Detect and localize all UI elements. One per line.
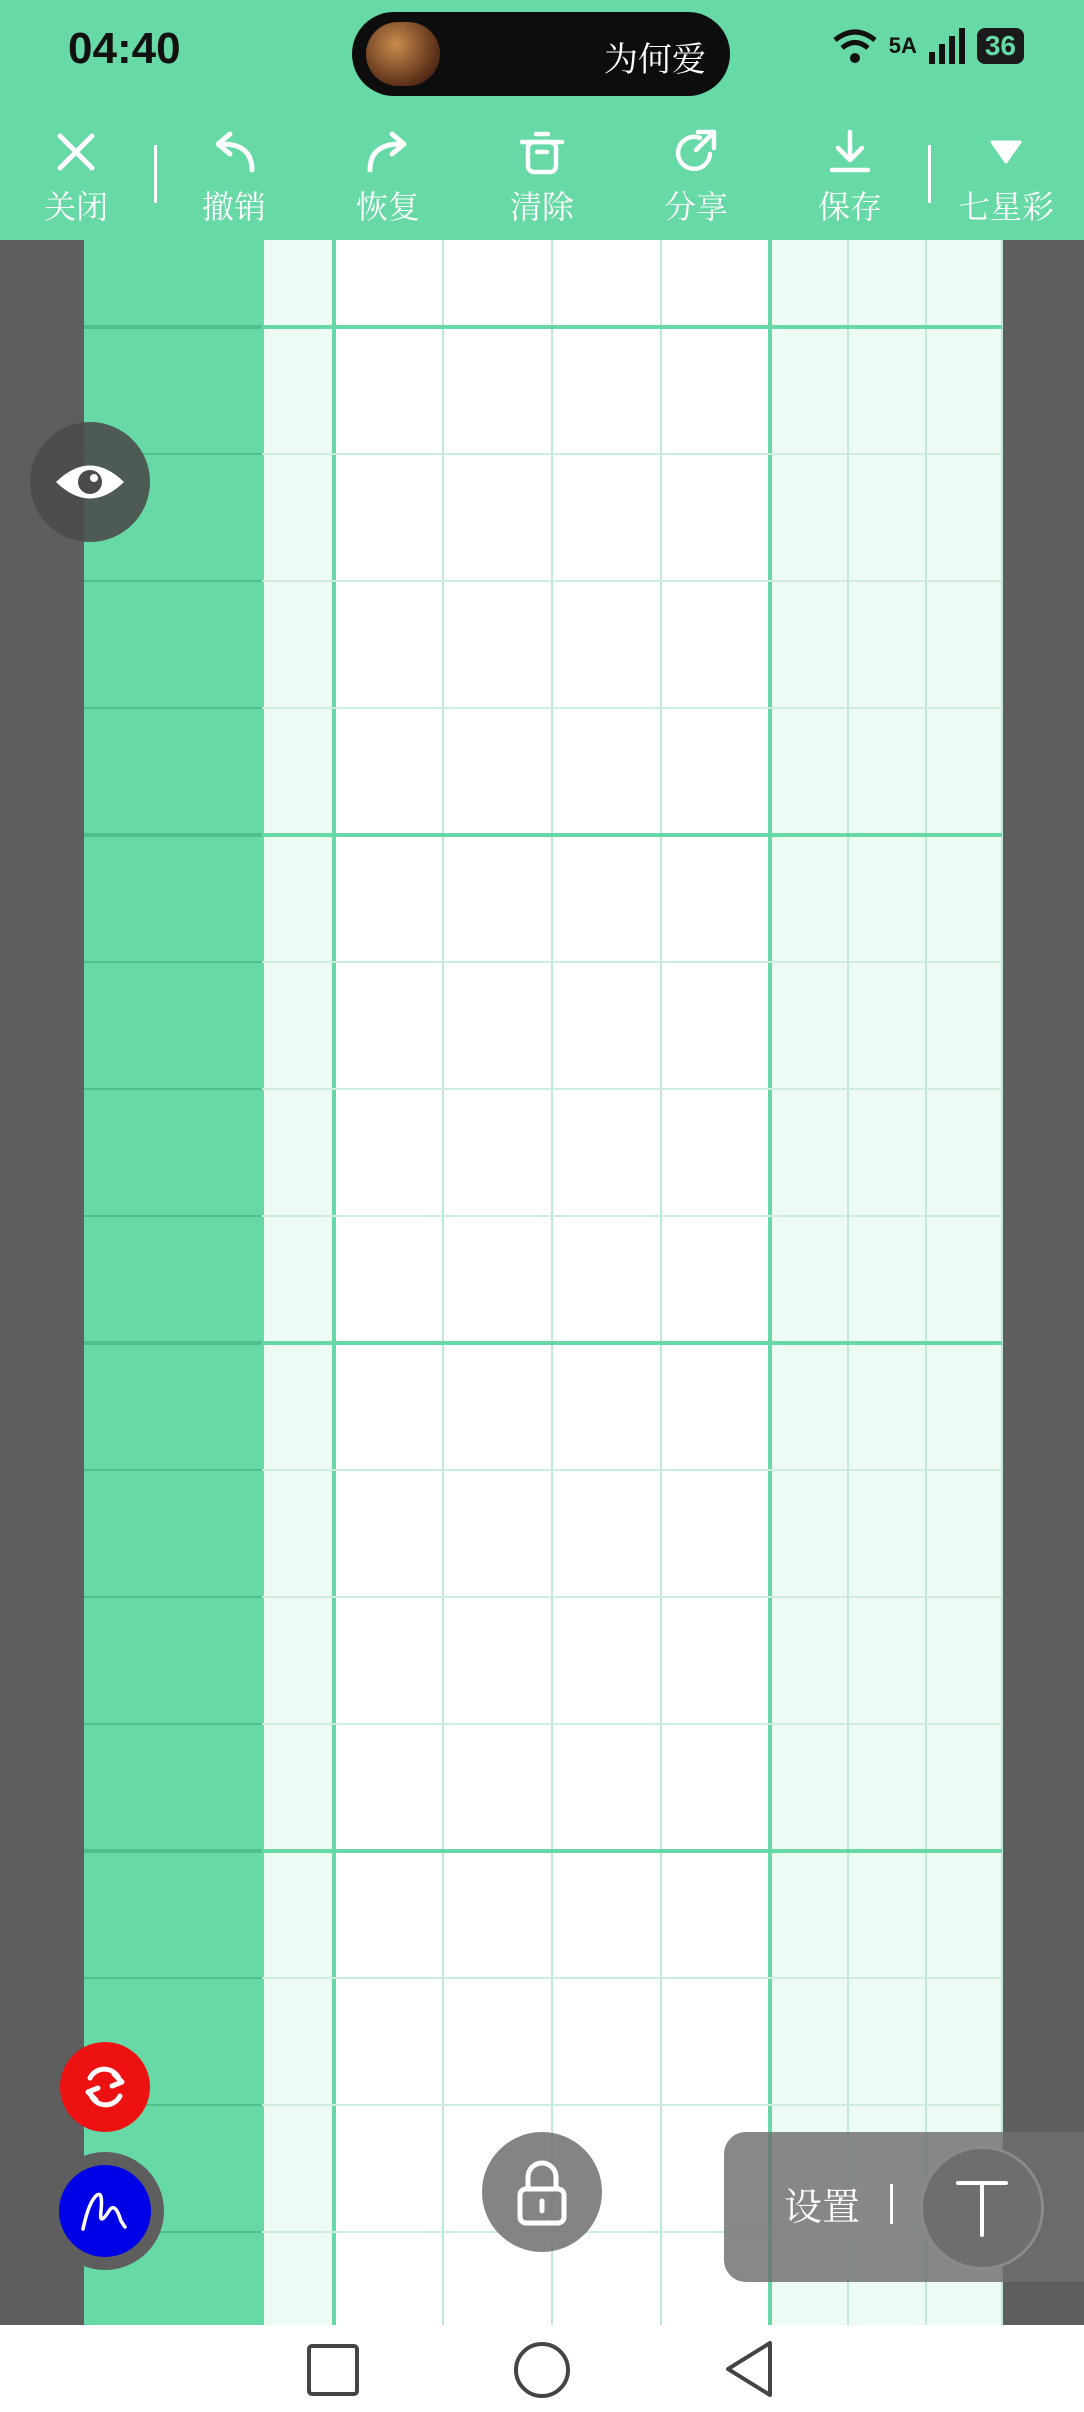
extra-bg [770, 240, 1002, 2325]
toolbar [0, 110, 1084, 240]
lottery-type-dropdown[interactable]: 七星彩 [946, 120, 1066, 235]
divider [928, 145, 931, 203]
redo-button[interactable]: 恢复 [328, 120, 448, 235]
album-thumbnail [366, 22, 440, 86]
network-label: 5A [888, 33, 917, 58]
recent-apps-square-icon[interactable] [306, 2343, 360, 2397]
text-tool-icon [952, 2177, 1012, 2239]
refresh-button[interactable] [60, 2042, 150, 2132]
close-icon [50, 126, 102, 178]
trend-chart-area[interactable] [0, 240, 1084, 2325]
clear-button[interactable]: 清除 [482, 120, 602, 235]
status-bar [0, 0, 1084, 110]
pen-icon [75, 2181, 135, 2241]
eye-icon [52, 457, 128, 507]
save-button[interactable]: 保存 [790, 120, 910, 235]
undo-button[interactable]: 撤销 [174, 120, 294, 235]
close-button[interactable]: 关闭 [16, 120, 136, 235]
battery-indicator: 36 [977, 28, 1024, 64]
home-circle-icon[interactable] [513, 2341, 571, 2399]
sum-column-bg [262, 240, 334, 2325]
share-button[interactable]: 分享 [636, 120, 756, 235]
wifi-icon [831, 26, 879, 66]
trash-icon [516, 126, 568, 178]
clock: 04:40 [68, 24, 181, 73]
navigation-bar [0, 2325, 1084, 2412]
trend-grid[interactable] [0, 240, 1084, 2325]
text-tool-button[interactable] [920, 2146, 1044, 2270]
dropdown-triangle-icon [980, 126, 1032, 178]
notification-pill[interactable] [352, 12, 730, 96]
signal-icon [927, 28, 967, 64]
notification-text: 为何爱 [604, 40, 706, 80]
refresh-icon [78, 2060, 132, 2114]
undo-icon [208, 126, 260, 178]
download-icon [824, 126, 876, 178]
status-indicators [831, 26, 1024, 66]
visibility-toggle-button[interactable] [30, 422, 150, 542]
share-icon [670, 126, 722, 178]
redo-icon [362, 126, 414, 178]
back-triangle-icon[interactable] [722, 2339, 778, 2399]
settings-button[interactable]: 设置 [784, 2185, 861, 2229]
lock-icon [512, 2157, 572, 2227]
lock-button[interactable] [482, 2132, 602, 2252]
pen-tool-button[interactable] [46, 2152, 164, 2270]
divider [154, 145, 157, 203]
issue-column-bg [84, 240, 262, 2325]
divider [890, 2184, 893, 2224]
